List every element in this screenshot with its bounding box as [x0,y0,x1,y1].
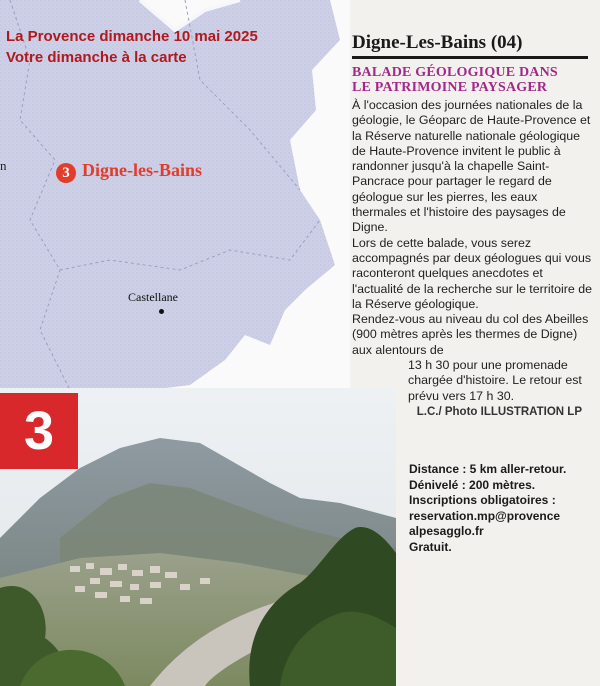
map-town-marker [159,309,164,314]
paragraph-3b: 13 h 30 pour une promenade chargée d'histoire. Le retour est prévu vers 17 h 30. [408,358,582,403]
info-elevation: Dénivelé : 200 mètres. [409,477,536,492]
practical-info [409,462,599,555]
photo-number-badge: 3 [0,393,78,469]
paragraph-3a: Rendez-vous au niveau du col des Abeilles (900 mètres après les thermes de Digne) aux alentours de [352,312,589,357]
map-city-label: Digne-les-Bains [82,160,203,180]
map-edge-label: n [0,158,7,173]
paragraph-2: Lors de cette balade, vous serez accompagnés par deux géologues qui vous raconteront quelques anecdotes et l'actualité de la recherche sur le territoire de la Réserve géologique. [352,235,592,311]
info-email-line-2: alpesagglo.fr [409,524,484,538]
article-section-title: Digne-Les-Bains (04) [352,32,523,53]
article-headline [352,65,592,95]
title-rule [352,56,588,59]
article-body [352,98,592,404]
headline-line-2: LE PATRIMOINE PAYSAGER [352,80,548,95]
map-number-badge: 3 [56,163,76,183]
header-subtitle: Votre dimanche à la carte [6,49,187,66]
info-registration: Inscriptions obligatoires : [409,493,556,507]
photo-credit: L.C./ Photo ILLUSTRATION LP [416,405,582,418]
headline-line-1: BALADE GÉOLOGIQUE DANS [352,65,558,80]
map-town-label: Castellane [128,290,178,304]
info-distance: Distance : 5 km aller-retour. [409,462,567,476]
info-email-line-1: reservation.mp@provence [409,508,561,523]
info-price: Gratuit. [409,539,452,554]
header-date: La Provence dimanche 10 mai 2025 [6,28,258,45]
region-map [0,0,350,390]
paragraph-1: À l'occasion des journées nationales de la géologie, le Géoparc de Haute-Provence et la Réserve naturelle nationale géologique de Haute-Provence invitent le public à randonner jusqu'à la chapelle Saint-Pancrace pour partager le regard de géologue sur les pierres, les eaux thermales et l'histoire des paysages de Digne. [352,98,591,235]
article [352,32,592,418]
